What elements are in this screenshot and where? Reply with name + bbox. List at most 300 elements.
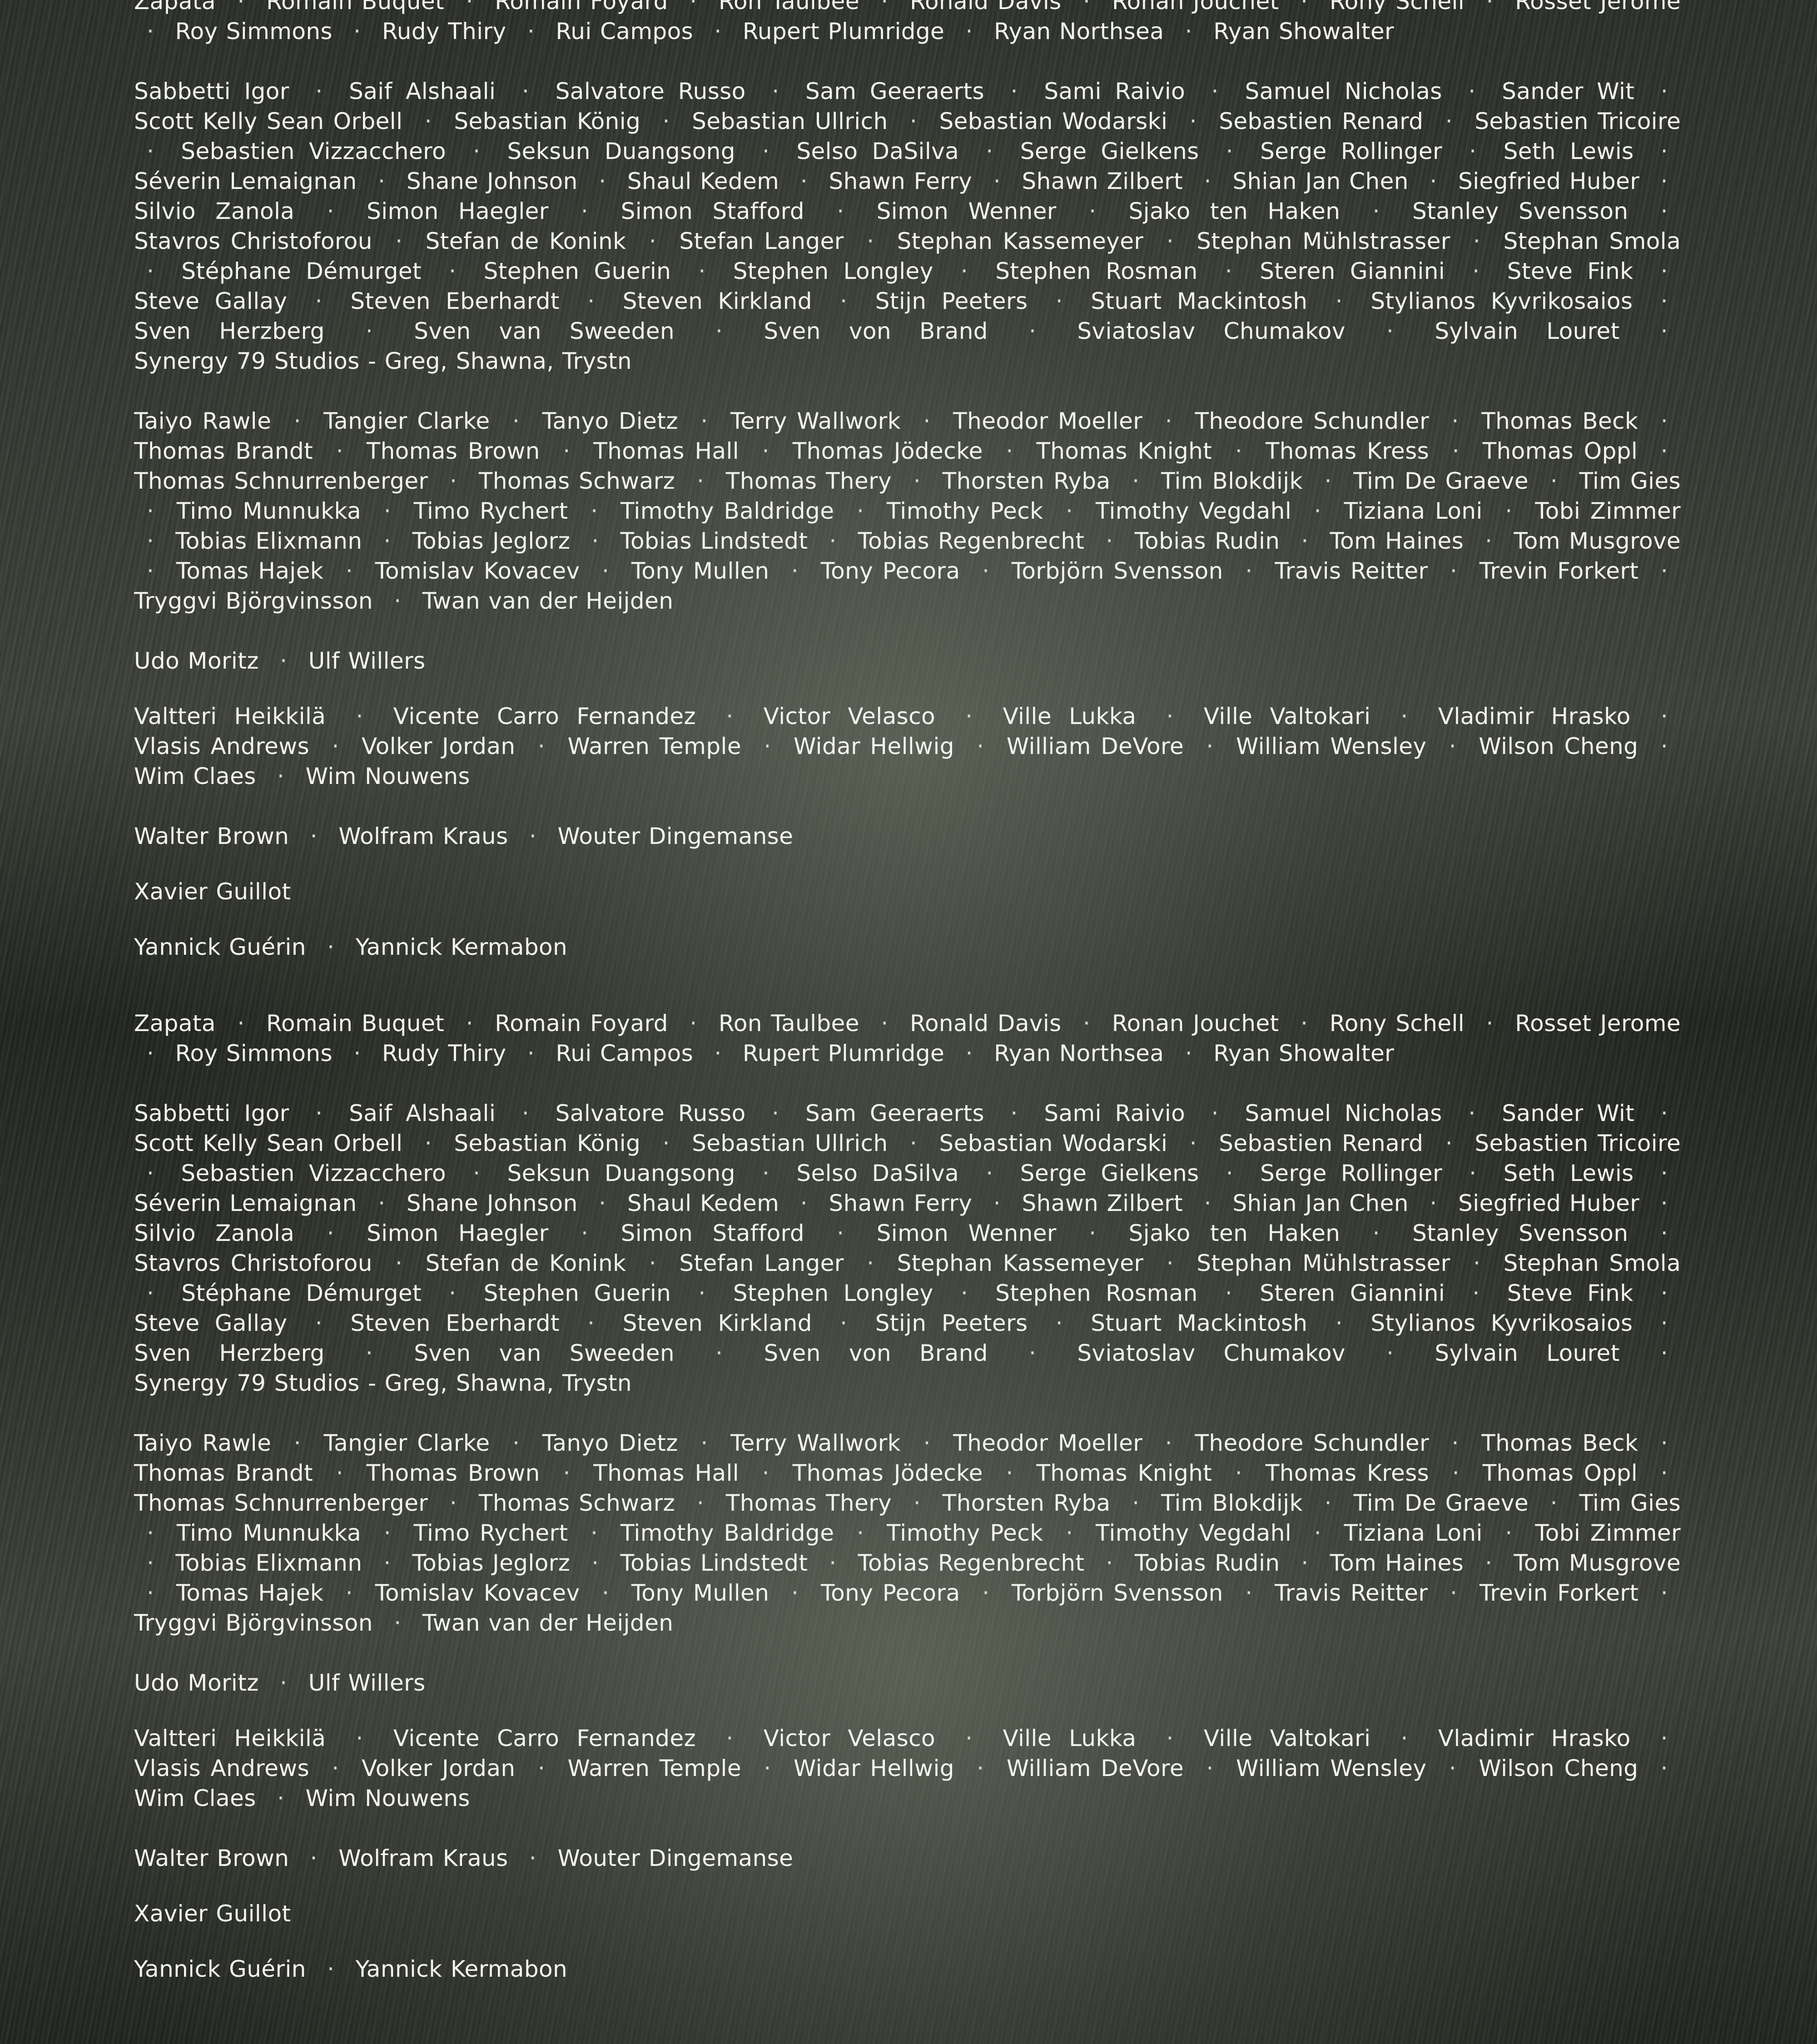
- separator-dot: ·: [147, 136, 154, 166]
- separator-dot: ·: [913, 466, 921, 496]
- separator-dot: ·: [466, 1008, 473, 1038]
- credit-name: Serge Rollinger: [1260, 1160, 1442, 1186]
- credit-name: Tobias Lindstedt: [621, 528, 808, 554]
- separator-dot: ·: [529, 1843, 536, 1873]
- separator-dot: ·: [512, 406, 520, 436]
- separator-dot: ·: [1010, 76, 1018, 106]
- separator-dot: ·: [1083, 0, 1090, 16]
- credit-name: Tony Pecora: [821, 558, 960, 584]
- credit-name: Tobias Rudin: [1135, 528, 1280, 554]
- separator-dot: ·: [602, 556, 609, 586]
- separator-dot: ·: [881, 0, 888, 16]
- credit-name: Thorsten Ryba: [943, 1490, 1111, 1516]
- credit-name: Samuel Nicholas: [1245, 1100, 1442, 1126]
- separator-dot: ·: [522, 76, 529, 106]
- credit-name: Thomas Beck: [1481, 1430, 1638, 1456]
- credit-name: Tom Musgrove: [1514, 528, 1681, 554]
- credit-name: Romain Buquet: [266, 1010, 444, 1037]
- credit-name: Walter Brown: [134, 1845, 289, 1871]
- credit-name: Shawn Ferry: [829, 168, 973, 194]
- credit-name: Romain Foyard: [495, 1010, 668, 1037]
- separator-dot: ·: [762, 1458, 769, 1488]
- separator-dot: ·: [378, 166, 385, 196]
- credit-name: Wim Claes: [134, 763, 256, 789]
- separator-dot: ·: [1445, 1128, 1453, 1158]
- credit-name: Tobias Regenbrecht: [858, 1550, 1085, 1576]
- separator-dot: ·: [840, 1308, 847, 1338]
- credit-name: Seth Lewis: [1504, 138, 1634, 164]
- separator-dot: ·: [881, 1008, 888, 1038]
- separator-dot: ·: [1661, 1158, 1668, 1188]
- separator-dot: ·: [425, 106, 432, 136]
- separator-dot: ·: [294, 406, 301, 436]
- credit-name: Timothy Baldridge: [621, 498, 834, 524]
- credit-name: Twan van der Heijden: [422, 1610, 673, 1636]
- separator-dot: ·: [1106, 1548, 1113, 1578]
- credit-name: Sebastien Vizzacchero: [181, 1160, 446, 1186]
- credit-name: Seksun Duangsong: [507, 1160, 735, 1186]
- separator-dot: ·: [1661, 76, 1668, 106]
- separator-dot: ·: [1473, 1248, 1480, 1278]
- separator-dot: ·: [726, 1723, 733, 1753]
- credit-name: Thomas Kress: [1266, 438, 1429, 464]
- separator-dot: ·: [599, 1188, 606, 1218]
- credit-name: Sebastien Renard: [1219, 108, 1423, 134]
- separator-dot: ·: [1486, 1008, 1494, 1038]
- separator-dot: ·: [538, 1753, 545, 1783]
- credit-name: Tobi Zimmer: [1535, 498, 1681, 524]
- separator-dot: ·: [336, 436, 343, 466]
- credit-name: Steve Gallay: [134, 288, 288, 314]
- separator-dot: ·: [1089, 196, 1096, 226]
- separator-dot: ·: [1451, 1428, 1459, 1458]
- separator-dot: ·: [1661, 286, 1668, 316]
- separator-dot: ·: [602, 1578, 609, 1608]
- separator-dot: ·: [1486, 0, 1494, 16]
- separator-dot: ·: [394, 1608, 401, 1638]
- credit-name: Stephan Kassemeyer: [897, 228, 1144, 254]
- separator-dot: ·: [147, 16, 154, 46]
- credit-name: Sebastien Tricoire: [1474, 1130, 1681, 1156]
- credit-name: Yannick Guérin: [134, 934, 306, 960]
- separator-dot: ·: [1301, 0, 1308, 16]
- separator-dot: ·: [829, 1548, 836, 1578]
- credit-name: Sebastien Tricoire: [1474, 108, 1681, 134]
- credit-name: William Wensley: [1236, 1755, 1426, 1781]
- separator-dot: ·: [332, 731, 339, 761]
- credit-name: Thomas Schwarz: [479, 1490, 675, 1516]
- credit-name: Warren Temple: [567, 1755, 741, 1781]
- separator-dot: ·: [923, 406, 930, 436]
- separator-dot: ·: [366, 316, 373, 346]
- credit-name: Thomas Brown: [367, 1460, 540, 1486]
- credit-name: Sven von Brand: [764, 318, 988, 344]
- separator-dot: ·: [449, 1278, 456, 1308]
- separator-dot: ·: [581, 1218, 588, 1248]
- credit-name: Stefan de Konink: [426, 228, 626, 254]
- separator-dot: ·: [1661, 701, 1668, 731]
- credit-name: Samuel Nicholas: [1245, 78, 1442, 104]
- separator-dot: ·: [1226, 1158, 1233, 1188]
- credit-name: Theodore Schundler: [1195, 1430, 1429, 1456]
- credit-name: Stephen Rosman: [995, 1280, 1197, 1306]
- separator-dot: ·: [965, 1038, 973, 1068]
- credit-name: Theodore Schundler: [1195, 408, 1429, 434]
- separator-dot: ·: [772, 1098, 779, 1128]
- credit-name: Tomislav Kovacev: [375, 1580, 580, 1606]
- credit-name: Thomas Thery: [726, 1490, 892, 1516]
- credit-name: Thomas Brown: [367, 438, 540, 464]
- separator-dot: ·: [1505, 1518, 1512, 1548]
- credit-name: Simon Haegler: [367, 1220, 549, 1246]
- credit-name: Widar Hellwig: [794, 1755, 954, 1781]
- separator-dot: ·: [315, 286, 323, 316]
- credit-name: Steve Fink: [1507, 258, 1633, 284]
- separator-dot: ·: [1335, 286, 1343, 316]
- credit-name: Salvatore Russo: [556, 78, 746, 104]
- separator-dot: ·: [1468, 1098, 1475, 1128]
- credit-name: Ronan Jouchet: [1112, 1010, 1279, 1037]
- credit-name: Simon Stafford: [621, 1220, 804, 1246]
- separator-dot: ·: [563, 436, 570, 466]
- credit-name: Tryggvi Björgvinsson: [134, 1610, 373, 1636]
- credit-name: Stéphane Démurget: [181, 258, 422, 284]
- credit-name: Trevin Forkert: [1479, 558, 1639, 584]
- separator-dot: ·: [1473, 226, 1480, 256]
- separator-dot: ·: [147, 496, 154, 526]
- separator-dot: ·: [591, 526, 599, 556]
- credit-name: Vicente Carro Fernandez: [393, 703, 696, 729]
- credit-name: Tobias Elixmann: [175, 1550, 362, 1576]
- credit-name: Tangier Clarke: [323, 1430, 490, 1456]
- separator-dot: ·: [1550, 1488, 1558, 1518]
- separator-dot: ·: [1472, 256, 1479, 286]
- separator-dot: ·: [965, 701, 973, 731]
- credit-name: Twan van der Heijden: [422, 588, 673, 614]
- credit-name: Serge Gielkens: [1020, 138, 1199, 164]
- separator-dot: ·: [715, 1338, 723, 1368]
- separator-dot: ·: [1661, 1753, 1668, 1783]
- credit-name: Simon Haegler: [367, 198, 549, 224]
- separator-dot: ·: [1485, 1548, 1492, 1578]
- separator-dot: ·: [527, 16, 535, 46]
- credit-name: Ville Valtokari: [1204, 703, 1370, 729]
- separator-dot: ·: [764, 731, 771, 761]
- credit-name: Rosset Jerome: [1515, 1010, 1681, 1037]
- separator-dot: ·: [690, 1008, 697, 1038]
- separator-dot: ·: [395, 226, 402, 256]
- credit-name: Vladimir Hrasko: [1438, 1725, 1631, 1751]
- separator-dot: ·: [147, 256, 154, 286]
- separator-dot: ·: [1335, 1308, 1343, 1338]
- separator-dot: ·: [698, 1278, 705, 1308]
- separator-dot: ·: [1056, 1308, 1063, 1338]
- separator-dot: ·: [800, 1188, 808, 1218]
- separator-dot: ·: [1449, 1753, 1456, 1783]
- separator-dot: ·: [1661, 1723, 1668, 1753]
- credit-name: Stéphane Démurget: [181, 1280, 422, 1306]
- credit-name: Romain Buquet: [266, 0, 444, 15]
- credit-name: Wouter Dingemanse: [557, 1845, 793, 1871]
- separator-dot: ·: [277, 761, 284, 791]
- credit-name: Wolfram Kraus: [338, 1845, 508, 1871]
- separator-dot: ·: [147, 1038, 154, 1068]
- credit-name: Salvatore Russo: [556, 1100, 746, 1126]
- credit-name: Sander Wit: [1502, 1100, 1634, 1126]
- credit-name: Ron Taulbee: [719, 0, 859, 15]
- credit-name: Steren Giannini: [1260, 1280, 1445, 1306]
- credit-name: Shawn Ferry: [829, 1190, 973, 1216]
- credit-name: Stuart Mackintosh: [1091, 288, 1307, 314]
- separator-dot: ·: [1661, 316, 1668, 346]
- credit-name: Synergy 79 Studios - Greg, Shawna, Trystn: [134, 348, 632, 374]
- separator-dot: ·: [384, 496, 391, 526]
- credit-name: Sebastian Wodarski: [939, 108, 1167, 134]
- credit-name: Ryan Northsea: [994, 1040, 1164, 1067]
- separator-dot: ·: [356, 1723, 363, 1753]
- separator-dot: ·: [587, 286, 595, 316]
- credit-name: Thomas Hall: [593, 438, 739, 464]
- separator-dot: ·: [923, 1428, 930, 1458]
- separator-dot: ·: [512, 1428, 520, 1458]
- credit-name: Shane Johnson: [407, 1190, 578, 1216]
- credit-name: Xavier Guillot: [134, 878, 291, 905]
- separator-dot: ·: [1373, 1218, 1380, 1248]
- separator-dot: ·: [726, 701, 733, 731]
- credit-name: Stephen Longley: [733, 258, 933, 284]
- separator-dot: ·: [1226, 136, 1233, 166]
- separator-dot: ·: [336, 1458, 343, 1488]
- credit-name: Walter Brown: [134, 823, 289, 849]
- separator-dot: ·: [800, 166, 808, 196]
- separator-dot: ·: [977, 1753, 984, 1783]
- credit-name: Tony Pecora: [821, 1580, 960, 1606]
- credit-name: Ville Lukka: [1003, 1725, 1136, 1751]
- separator-dot: ·: [993, 166, 1001, 196]
- credit-name: Wim Claes: [134, 1785, 256, 1811]
- credit-name: Zapata: [134, 1010, 216, 1037]
- separator-dot: ·: [1167, 1248, 1174, 1278]
- credit-name: Rupert Plumridge: [743, 1040, 944, 1067]
- credit-name: Simon Wenner: [877, 1220, 1057, 1246]
- credit-name: Torbjörn Svensson: [1012, 558, 1223, 584]
- separator-dot: ·: [1469, 1158, 1476, 1188]
- credit-name: Shian Jan Chen: [1232, 168, 1409, 194]
- credit-name: Tom Haines: [1330, 1550, 1464, 1576]
- separator-dot: ·: [346, 1578, 353, 1608]
- separator-dot: ·: [315, 76, 323, 106]
- credit-name: Roy Simmons: [175, 18, 333, 45]
- credit-name: Vladimir Hrasko: [1438, 703, 1631, 729]
- credit-name: Silvio Zanola: [134, 1220, 294, 1246]
- credit-name: Tiziana Loni: [1344, 1520, 1483, 1546]
- credit-name: Sebastien Vizzacchero: [181, 138, 446, 164]
- separator-dot: ·: [237, 1008, 244, 1038]
- credit-name: Shian Jan Chen: [1232, 1190, 1409, 1216]
- credit-name: Steren Giannini: [1260, 258, 1445, 284]
- credit-name: Stephan Kassemeyer: [897, 1250, 1144, 1276]
- separator-dot: ·: [378, 1188, 385, 1218]
- credit-name: Sander Wit: [1502, 78, 1634, 104]
- credit-name: Thomas Oppl: [1483, 438, 1638, 464]
- credit-name: Sam Geeraerts: [805, 78, 984, 104]
- credit-name: Stijn Peeters: [875, 288, 1028, 314]
- credit-name: Thomas Brandt: [134, 1460, 313, 1486]
- credit-name: Thomas Schnurrenberger: [134, 468, 428, 494]
- credit-name: Yannick Kermabon: [356, 934, 567, 960]
- credit-name: Timothy Peck: [887, 498, 1043, 524]
- credit-name: Rudy Thiry: [382, 1040, 506, 1067]
- separator-dot: ·: [383, 526, 391, 556]
- credit-name: Tanyo Dietz: [542, 1430, 678, 1456]
- credit-name: Thomas Jödecke: [793, 1460, 983, 1486]
- credit-name: Timo Rychert: [414, 1520, 568, 1546]
- credit-name: Tomas Hajek: [176, 1580, 323, 1606]
- credit-name: Tanyo Dietz: [542, 408, 678, 434]
- credit-name: Tobias Regenbrecht: [858, 528, 1085, 554]
- credit-name: Sam Geeraerts: [805, 1100, 984, 1126]
- separator-dot: ·: [1301, 1008, 1308, 1038]
- separator-dot: ·: [1661, 166, 1668, 196]
- separator-dot: ·: [1450, 556, 1457, 586]
- separator-dot: ·: [910, 106, 917, 136]
- credit-name: Ville Lukka: [1003, 703, 1136, 729]
- credit-name: Ulf Willers: [308, 648, 426, 674]
- credit-name: Shawn Zilbert: [1022, 168, 1183, 194]
- separator-dot: ·: [867, 1248, 874, 1278]
- credit-name: Thomas Oppl: [1483, 1460, 1638, 1486]
- separator-dot: ·: [700, 406, 708, 436]
- credit-name: Stijn Peeters: [875, 1310, 1028, 1336]
- credit-name: Sami Raivio: [1044, 1100, 1185, 1126]
- credit-name: Silvio Zanola: [134, 198, 294, 224]
- credit-name: Stephan Mühlstrasser: [1196, 1250, 1450, 1276]
- separator-dot: ·: [1301, 1548, 1308, 1578]
- separator-dot: ·: [356, 701, 363, 731]
- credit-name: Rony Schell: [1330, 0, 1465, 15]
- credit-name: Seth Lewis: [1504, 1160, 1634, 1186]
- separator-dot: ·: [1211, 76, 1219, 106]
- credit-name: Vlasis Andrews: [134, 733, 309, 759]
- credit-name: Rui Campos: [556, 1040, 693, 1067]
- credit-name: Ryan Showalter: [1213, 18, 1394, 45]
- separator-dot: ·: [473, 136, 480, 166]
- separator-dot: ·: [1010, 1098, 1018, 1128]
- credit-name: Timo Rychert: [414, 498, 568, 524]
- separator-dot: ·: [857, 1518, 864, 1548]
- credit-name: Seksun Duangsong: [507, 138, 735, 164]
- credit-name: Shaul Kedem: [627, 168, 779, 194]
- credit-name: Wilson Cheng: [1479, 733, 1638, 759]
- separator-dot: ·: [327, 1954, 334, 1984]
- credit-name: Sebastian Wodarski: [939, 1130, 1167, 1156]
- credit-name: Tim Blokdijk: [1161, 468, 1303, 494]
- separator-dot: ·: [1505, 496, 1512, 526]
- credit-name: Terry Wallwork: [730, 1430, 901, 1456]
- separator-dot: ·: [1430, 166, 1437, 196]
- separator-dot: ·: [1165, 1428, 1172, 1458]
- separator-dot: ·: [1452, 436, 1460, 466]
- separator-dot: ·: [1185, 16, 1192, 46]
- credit-name: Taiyo Rawle: [134, 1430, 271, 1456]
- separator-dot: ·: [1445, 106, 1453, 136]
- credit-name: Timothy Vegdahl: [1096, 1520, 1291, 1546]
- credit-name: Tim De Graeve: [1354, 1490, 1529, 1516]
- separator-dot: ·: [327, 196, 334, 226]
- separator-dot: ·: [327, 932, 334, 962]
- credit-name: Sabbetti Igor: [134, 78, 289, 104]
- credit-name: Scott Kelly Sean Orbell: [134, 108, 402, 134]
- credit-name: Widar Hellwig: [794, 733, 954, 759]
- separator-dot: ·: [425, 1128, 432, 1158]
- separator-dot: ·: [587, 1308, 595, 1338]
- separator-dot: ·: [1006, 1458, 1013, 1488]
- separator-dot: ·: [310, 1843, 318, 1873]
- separator-dot: ·: [762, 136, 769, 166]
- separator-dot: ·: [1451, 406, 1459, 436]
- separator-dot: ·: [563, 1458, 570, 1488]
- separator-dot: ·: [762, 1158, 769, 1188]
- separator-dot: ·: [791, 556, 799, 586]
- credit-name: Sebastien Renard: [1219, 1130, 1423, 1156]
- credit-name: Thomas Knight: [1036, 1460, 1212, 1486]
- credit-name: Thomas Brandt: [134, 438, 313, 464]
- credit-name: Shane Johnson: [407, 168, 578, 194]
- credit-name: Sylvain Louret: [1435, 1340, 1619, 1366]
- credit-name: Wim Nouwens: [306, 763, 470, 789]
- credit-name: Theodor Moeller: [953, 1430, 1142, 1456]
- separator-dot: ·: [1083, 1008, 1090, 1038]
- credit-name: Scott Kelly Sean Orbell: [134, 1130, 402, 1156]
- separator-dot: ·: [315, 1308, 323, 1338]
- separator-dot: ·: [384, 1518, 391, 1548]
- separator-dot: ·: [649, 1248, 656, 1278]
- separator-dot: ·: [591, 496, 598, 526]
- separator-dot: ·: [837, 196, 844, 226]
- separator-dot: ·: [473, 1158, 480, 1188]
- separator-dot: ·: [1106, 526, 1113, 556]
- credit-name: Wilson Cheng: [1479, 1755, 1638, 1781]
- credit-name: Steven Kirkland: [623, 1310, 812, 1336]
- separator-dot: ·: [1373, 196, 1380, 226]
- separator-dot: ·: [698, 256, 705, 286]
- separator-dot: ·: [1235, 436, 1242, 466]
- separator-dot: ·: [466, 0, 473, 16]
- separator-dot: ·: [346, 556, 353, 586]
- credit-name: Travis Reitter: [1275, 1580, 1428, 1606]
- separator-dot: ·: [277, 1783, 284, 1813]
- credit-name: Tobias Jeglorz: [412, 528, 571, 554]
- separator-dot: ·: [715, 316, 723, 346]
- separator-dot: ·: [1167, 1723, 1174, 1753]
- credit-name: Sven Herzberg: [134, 1340, 325, 1366]
- separator-dot: ·: [1661, 731, 1668, 761]
- credit-name: Thorsten Ryba: [943, 468, 1111, 494]
- separator-dot: ·: [961, 1278, 968, 1308]
- credit-name: Sjako ten Haken: [1129, 1220, 1340, 1246]
- separator-dot: ·: [591, 1548, 599, 1578]
- separator-dot: ·: [1661, 1218, 1668, 1248]
- separator-dot: ·: [1386, 1338, 1394, 1368]
- credit-name: Selso DaSilva: [796, 138, 959, 164]
- credit-name: Sjako ten Haken: [1129, 198, 1340, 224]
- credit-name: Roy Simmons: [175, 1040, 333, 1067]
- separator-dot: ·: [1301, 526, 1308, 556]
- separator-dot: ·: [1386, 316, 1394, 346]
- separator-dot: ·: [867, 226, 874, 256]
- separator-dot: ·: [581, 196, 588, 226]
- credit-name: Stephen Longley: [733, 1280, 933, 1306]
